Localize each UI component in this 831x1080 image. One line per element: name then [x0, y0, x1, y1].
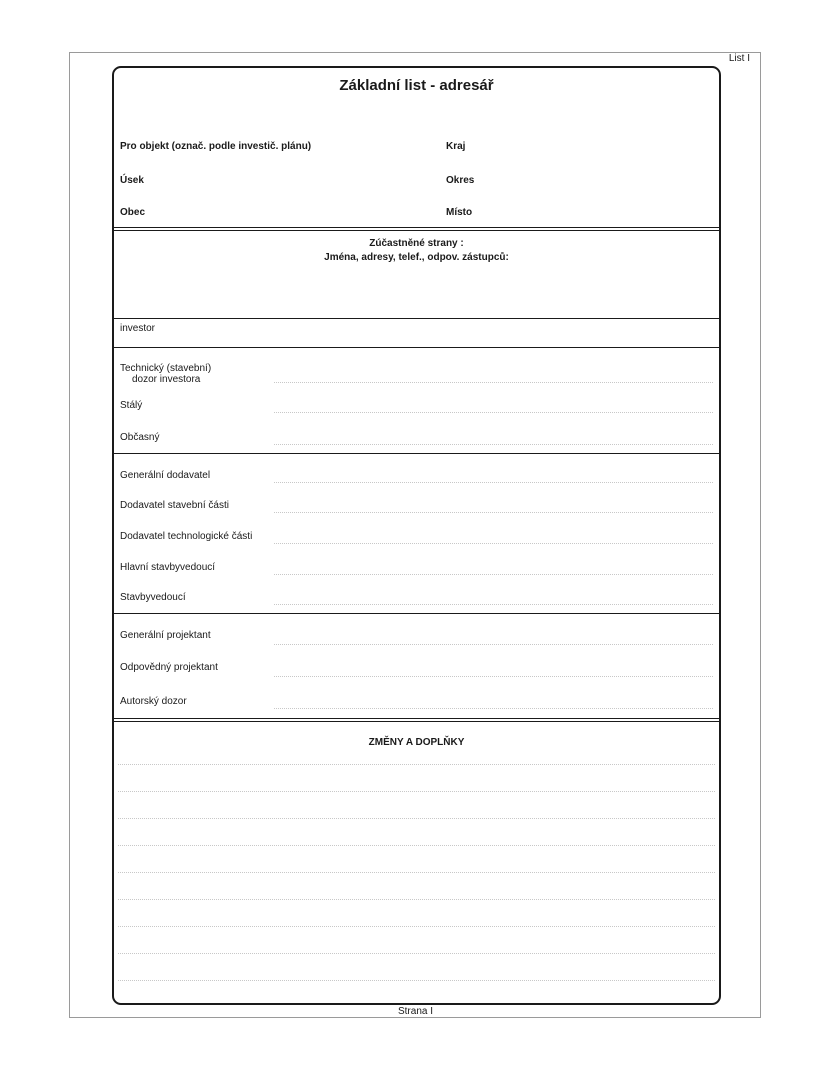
divider [114, 227, 719, 228]
fill-line [274, 676, 713, 677]
fill-line [274, 412, 713, 413]
parties-heading: Zúčastněné strany : [369, 238, 464, 249]
writing-line [118, 764, 715, 765]
object-label: Pro objekt (označ. podle investič. plánu) [120, 141, 312, 152]
writing-line [118, 980, 715, 981]
writing-line [118, 845, 715, 846]
site-manager-label: Stavbyvedoucí [120, 592, 186, 603]
fill-line [274, 482, 713, 483]
writing-line [118, 791, 715, 792]
fill-line [274, 444, 713, 445]
fill-line [274, 543, 713, 544]
divider [114, 318, 719, 319]
writing-line [118, 872, 715, 873]
author-supervision-label: Autorský dozor [120, 696, 187, 707]
changes-heading: ZMĚNY A DOPLŇKY [368, 737, 465, 748]
technical-supervision-label-2: dozor investora [132, 374, 201, 385]
fill-line [274, 708, 713, 709]
writing-line [118, 818, 715, 819]
fill-line [274, 604, 713, 605]
technology-contractor-label: Dodavatel technologické části [120, 531, 253, 542]
divider [114, 453, 719, 454]
divider [114, 613, 719, 614]
writing-line [118, 926, 715, 927]
page-label: Strana I [397, 1006, 434, 1017]
writing-line [118, 899, 715, 900]
divider [114, 721, 719, 722]
place-label: Místo [446, 207, 473, 218]
general-contractor-label: Generální dodavatel [120, 470, 211, 481]
general-designer-label: Generální projektant [120, 630, 211, 641]
responsible-designer-label: Odpovědný projektant [120, 662, 218, 673]
divider [114, 230, 719, 231]
fill-line [274, 574, 713, 575]
municipality-label: Obec [120, 207, 146, 218]
section-label: Úsek [120, 175, 144, 186]
district-label: Okres [446, 175, 475, 186]
technical-supervision-label: Technický (stavební) [120, 363, 212, 374]
investor-label: investor [120, 323, 156, 334]
divider [114, 718, 719, 719]
occasional-label: Občasný [120, 432, 160, 443]
region-label: Kraj [446, 141, 466, 152]
form-title: Základní list - adresář [339, 77, 494, 94]
fill-line [274, 382, 713, 383]
construction-contractor-label: Dodavatel stavební části [120, 500, 229, 511]
parties-subheading: Jména, adresy, telef., odpov. zástupců: [324, 252, 509, 263]
address-form [112, 66, 721, 1005]
permanent-label: Stálý [120, 400, 143, 411]
fill-line [274, 644, 713, 645]
sheet-label: List I [728, 53, 750, 64]
writing-line [118, 953, 715, 954]
chief-site-manager-label: Hlavní stavbyvedoucí [120, 562, 216, 573]
fill-line [274, 512, 713, 513]
divider [114, 347, 719, 348]
